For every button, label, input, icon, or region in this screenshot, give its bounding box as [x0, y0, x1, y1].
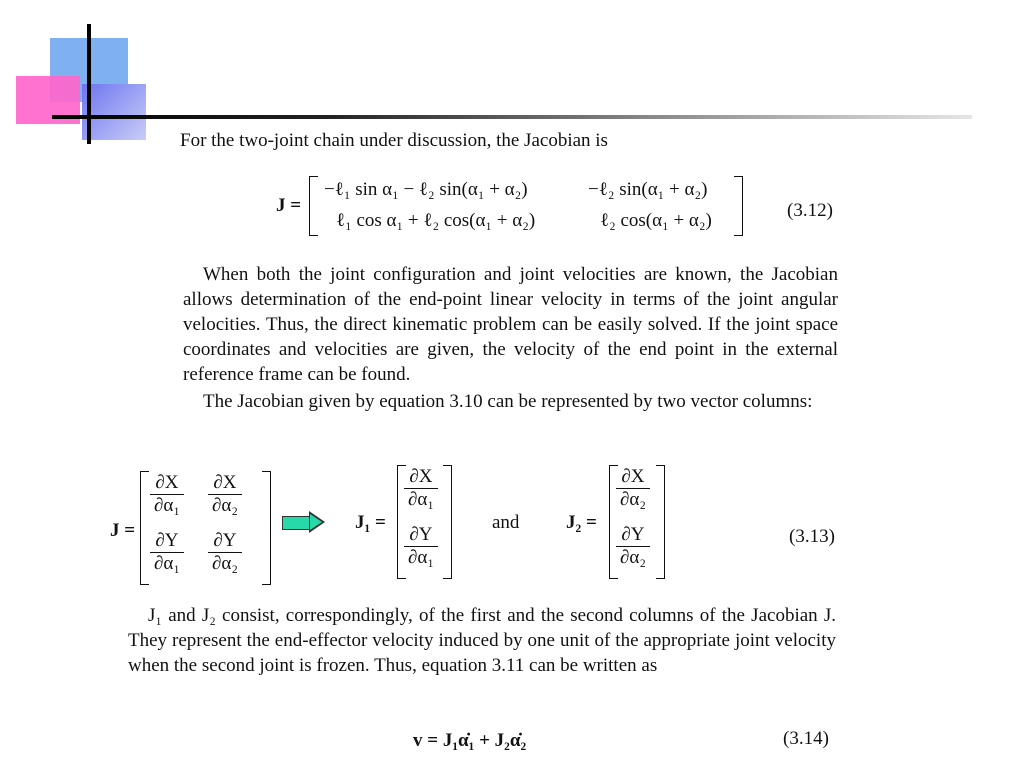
eq313-j-r2c2	[208, 530, 242, 575]
frac-den: ∂α₂	[616, 546, 650, 569]
frac-den: ∂α₂	[208, 494, 242, 517]
eq313-j2-row1	[616, 466, 650, 511]
eq313-j2-lhs: J₂ =	[566, 512, 597, 533]
eq312-right-bracket	[734, 176, 743, 236]
eq313-j1-lhs: J₁ =	[355, 512, 386, 533]
equation-3-12	[276, 176, 756, 238]
frac-num: ∂Y	[213, 530, 237, 551]
eq313-j-r2c1	[150, 530, 184, 575]
eq312-r2c1: ℓ₁ cos α₁ + ℓ₂ cos(α₁ + α₂)	[336, 210, 536, 231]
frac-den: ∂α₁	[150, 494, 184, 517]
paragraph-jacobian-use: When both the joint configuration and joint velocities are known, the Jacobian allows determination of the end-point linear velocity in terms of the joint angular velocities. Thus, the direct kinematic problem can be easily solved. If the joint space coordinates and velocities are given, the velocity of the end point in the external reference frame can be found.	[183, 264, 838, 385]
frac-num: ∂Y	[621, 524, 645, 545]
eq313-j2-right-bracket	[656, 465, 665, 579]
frac-den: ∂α₁	[404, 546, 438, 569]
eq313-j2-row2	[616, 524, 650, 569]
eq312-number: (3.12)	[787, 200, 833, 221]
eq313-j-right-bracket	[262, 471, 271, 585]
frac-den: ∂α₁	[404, 488, 438, 511]
eq312-r1c2: −ℓ₂ sin(α₁ + α₂)	[588, 179, 708, 200]
frac-num: ∂X	[409, 466, 433, 487]
frac-den: ∂α₂	[208, 552, 242, 575]
eq313-j1-row1	[404, 466, 438, 511]
frac-den: ∂α₁	[150, 552, 184, 575]
intro-text: For the two-joint chain under discussion, the Jacobian is	[180, 130, 608, 151]
eq312-r1c1: −ℓ₁ sin α₁ − ℓ₂ sin(α₁ + α₂)	[324, 179, 528, 200]
eq312-lhs: J =	[276, 195, 302, 216]
eq313-j-r1c2	[208, 472, 242, 517]
decor-violet-square	[82, 84, 146, 140]
arrow-right-icon	[282, 516, 312, 530]
eq313-number: (3.13)	[789, 526, 835, 547]
eq313-j-r1c1	[150, 472, 184, 517]
decor-horizontal-rule	[52, 115, 972, 119]
decor-vertical-rule	[87, 24, 91, 144]
arrow-head-fill	[310, 514, 322, 530]
frac-num: ∂X	[155, 472, 179, 493]
eq313-and: and	[492, 512, 520, 533]
paragraph-vector-columns: The Jacobian given by equation 3.10 can be represented by two vector columns:	[203, 391, 813, 412]
eq313-j1-row2	[404, 524, 438, 569]
frac-num: ∂Y	[409, 524, 433, 545]
eq312-r2c2: ℓ₂ cos(α₁ + α₂)	[600, 210, 712, 231]
frac-den: ∂α₂	[616, 488, 650, 511]
eq313-j-lhs: J =	[110, 520, 136, 541]
frac-num: ∂Y	[155, 530, 179, 551]
frac-num: ∂X	[213, 472, 237, 493]
eq313-j1-right-bracket	[443, 465, 452, 579]
eq312-left-bracket	[309, 176, 318, 236]
paragraph-columns-meaning: J₁ and J₂ consist, correspondingly, of the first and the second columns of the Jacobian J. They represent the end-effector velocity induced by one unit of the appropriate joint velocity when the second joint is frozen. Thus, equation 3.11 can be written as	[128, 605, 836, 676]
eq314-formula: v = J₁α̇₁ + J₂α̇₂	[413, 730, 527, 751]
eq313-j-left-bracket	[140, 471, 149, 585]
eq314-number: (3.14)	[783, 728, 829, 749]
frac-num: ∂X	[621, 466, 645, 487]
